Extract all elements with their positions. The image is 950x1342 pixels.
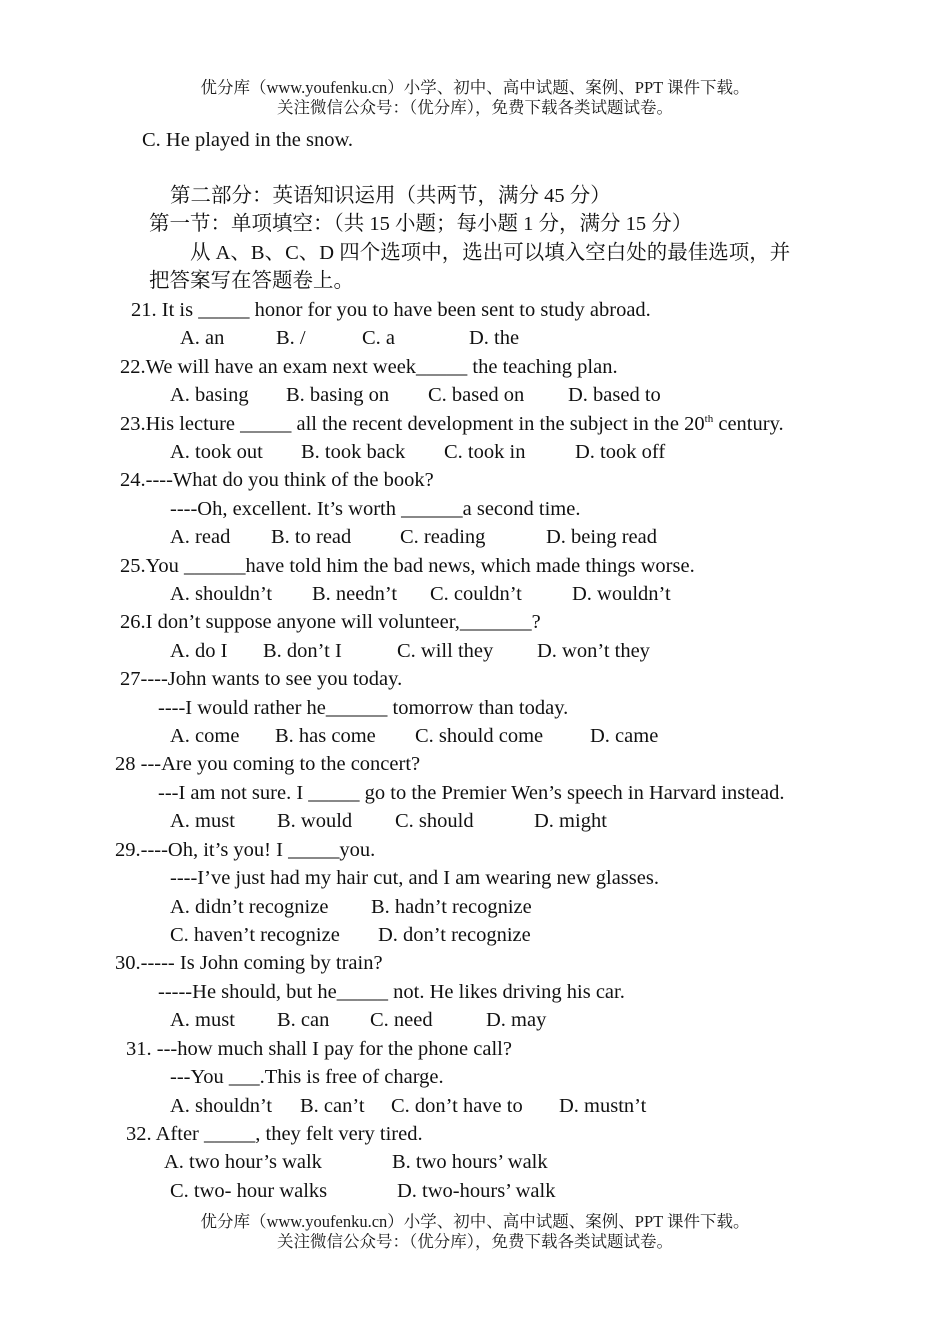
- header-line-2: 关注微信公众号：（优分库），免费下载各类试题试卷。: [277, 98, 673, 117]
- part2-title: 第二部分：英语知识运用（共两节，满分 45 分）: [170, 185, 611, 207]
- footer-line-1: 优分库（www.youfenku.cn）小学、初中、高中试题、案例、PPT 课件下载。: [200, 1212, 750, 1231]
- option-d: D. two-hours’ walk: [397, 1180, 556, 1202]
- question-29-reply: ----I’ve just had my hair cut, and I am wearing new glasses.: [170, 867, 659, 889]
- option-b: B. hadn’t recognize: [371, 896, 532, 918]
- option-a: A. shouldn’t: [170, 1095, 273, 1117]
- option-b: B. /: [276, 327, 306, 349]
- carryover-option: C. He played in the snow.: [142, 129, 354, 151]
- option-c: C. based on: [428, 384, 525, 406]
- option-d: D. the: [469, 327, 520, 349]
- option-b: B. can: [277, 1009, 330, 1031]
- question-25-stem: 25.You ______have told him the bad news, which made things worse.: [120, 555, 695, 577]
- option-d: D. mustn’t: [559, 1095, 647, 1117]
- option-c: C. reading: [400, 526, 486, 548]
- question-28-reply: ---I am not sure. I _____ go to the Premier Wen’s speech in Harvard instead.: [158, 782, 785, 804]
- option-c: C. a: [362, 327, 396, 349]
- option-a: A. must: [170, 1009, 235, 1031]
- option-b: B. basing on: [286, 384, 390, 406]
- option-c: C. don’t have to: [391, 1095, 523, 1117]
- option-b: B. two hours’ walk: [392, 1151, 548, 1173]
- instructions-line-1: 从 A、B、C、D 四个选项中，选出可以填入空白处的最佳选项，并: [190, 242, 791, 264]
- question-24-stem: 24.----What do you think of the book?: [120, 469, 434, 491]
- option-d: D. may: [486, 1009, 547, 1031]
- question-30-stem: 30.----- Is John coming by train?: [115, 952, 383, 974]
- option-c: C. will they: [397, 640, 494, 662]
- option-c: C. took in: [444, 441, 526, 463]
- option-b: B. to read: [271, 526, 352, 548]
- question-21-stem: 21. It is _____ honor for you to have been sent to study abroad.: [131, 299, 651, 321]
- ordinal-suffix: th: [704, 413, 714, 426]
- option-c: C. two- hour walks: [170, 1180, 328, 1202]
- option-a: A. shouldn’t: [170, 583, 273, 605]
- question-29-stem: 29.----Oh, it’s you! I _____you.: [115, 839, 376, 861]
- option-a: A. must: [170, 810, 235, 832]
- option-b: B. would: [277, 810, 353, 832]
- option-a: A. come: [170, 725, 240, 747]
- question-22-options: [0, 382, 950, 408]
- question-31-options: [0, 1093, 950, 1119]
- question-32-stem: 32. After _____, they felt very tired.: [126, 1123, 423, 1145]
- question-28-options: [0, 808, 950, 834]
- question-27-reply: ----I would rather he______ tomorrow than today.: [158, 697, 569, 719]
- option-c: C. haven’t recognize: [170, 924, 340, 946]
- question-28-stem: 28 ---Are you coming to the concert?: [115, 753, 421, 775]
- option-a: A. two hour’s walk: [164, 1151, 322, 1173]
- option-b: B. took back: [301, 441, 406, 463]
- option-b: B. can’t: [300, 1095, 365, 1117]
- option-d: D. don’t recognize: [378, 924, 531, 946]
- option-d: D. came: [590, 725, 659, 747]
- header-line-1: 优分库（www.youfenku.cn）小学、初中、高中试题、案例、PPT 课件下载。: [200, 78, 750, 97]
- page-header: [0, 78, 950, 118]
- option-c: C. need: [370, 1009, 433, 1031]
- option-d: D. took off: [575, 441, 666, 463]
- option-b: B. don’t I: [263, 640, 342, 662]
- question-27-stem: 27----John wants to see you today.: [120, 668, 403, 690]
- option-c: C. couldn’t: [430, 583, 522, 605]
- section1-title: 第一节：单项填空：（共 15 小题；每小题 1 分，满分 15 分）: [149, 213, 693, 235]
- option-b: B. needn’t: [312, 583, 398, 605]
- question-31-reply: ---You ___.This is free of charge.: [170, 1066, 444, 1088]
- question-24-options: [0, 524, 950, 550]
- option-a: A. didn’t recognize: [170, 896, 329, 918]
- question-25-options: [0, 581, 950, 607]
- question-23-stem: [120, 411, 784, 437]
- option-a: A. read: [170, 526, 231, 548]
- footer-line-2: 关注微信公众号：（优分库），免费下载各类试题试卷。: [277, 1232, 673, 1251]
- question-24-reply: ----Oh, excellent. It’s worth ______a second time.: [170, 498, 581, 520]
- question-22-stem: 22.We will have an exam next week_____ the teaching plan.: [120, 356, 618, 378]
- question-26-stem: 26.I don’t suppose anyone will volunteer,_______?: [120, 611, 541, 633]
- option-c: C. should come: [415, 725, 544, 747]
- instructions-line-2: 把答案写在答题卷上。: [149, 270, 354, 292]
- question-27-options: [0, 723, 950, 749]
- question-23-options: [0, 439, 950, 465]
- option-d: D. being read: [546, 526, 657, 548]
- question-30-reply: -----He should, but he_____ not. He likes driving his car.: [158, 981, 625, 1003]
- option-b: B. has come: [275, 725, 376, 747]
- option-d: D. won’t they: [537, 640, 650, 662]
- option-a: A. took out: [170, 441, 263, 463]
- question-32-options-row-1: [0, 1149, 950, 1175]
- option-d: D. wouldn’t: [572, 583, 671, 605]
- option-c: C. should: [395, 810, 474, 832]
- question-31-stem: 31. ---how much shall I pay for the phone call?: [126, 1038, 512, 1060]
- option-a: A. basing: [170, 384, 249, 406]
- question-29-options-row-2: [0, 922, 950, 948]
- question-21-options: [0, 325, 950, 351]
- option-d: D. might: [534, 810, 607, 832]
- option-d: D. based to: [568, 384, 661, 406]
- question-29-options-row-1: [0, 894, 950, 920]
- question-32-options-row-2: [0, 1178, 950, 1204]
- page-footer: [0, 1212, 950, 1252]
- question-26-options: [0, 638, 950, 664]
- option-a: A. an: [180, 327, 225, 349]
- question-23-stem-end: century.: [713, 413, 784, 435]
- option-a: A. do I: [170, 640, 228, 662]
- question-30-options: [0, 1007, 950, 1033]
- question-23-stem-text: 23.His lecture _____ all the recent development in the subject in the 20: [120, 413, 705, 435]
